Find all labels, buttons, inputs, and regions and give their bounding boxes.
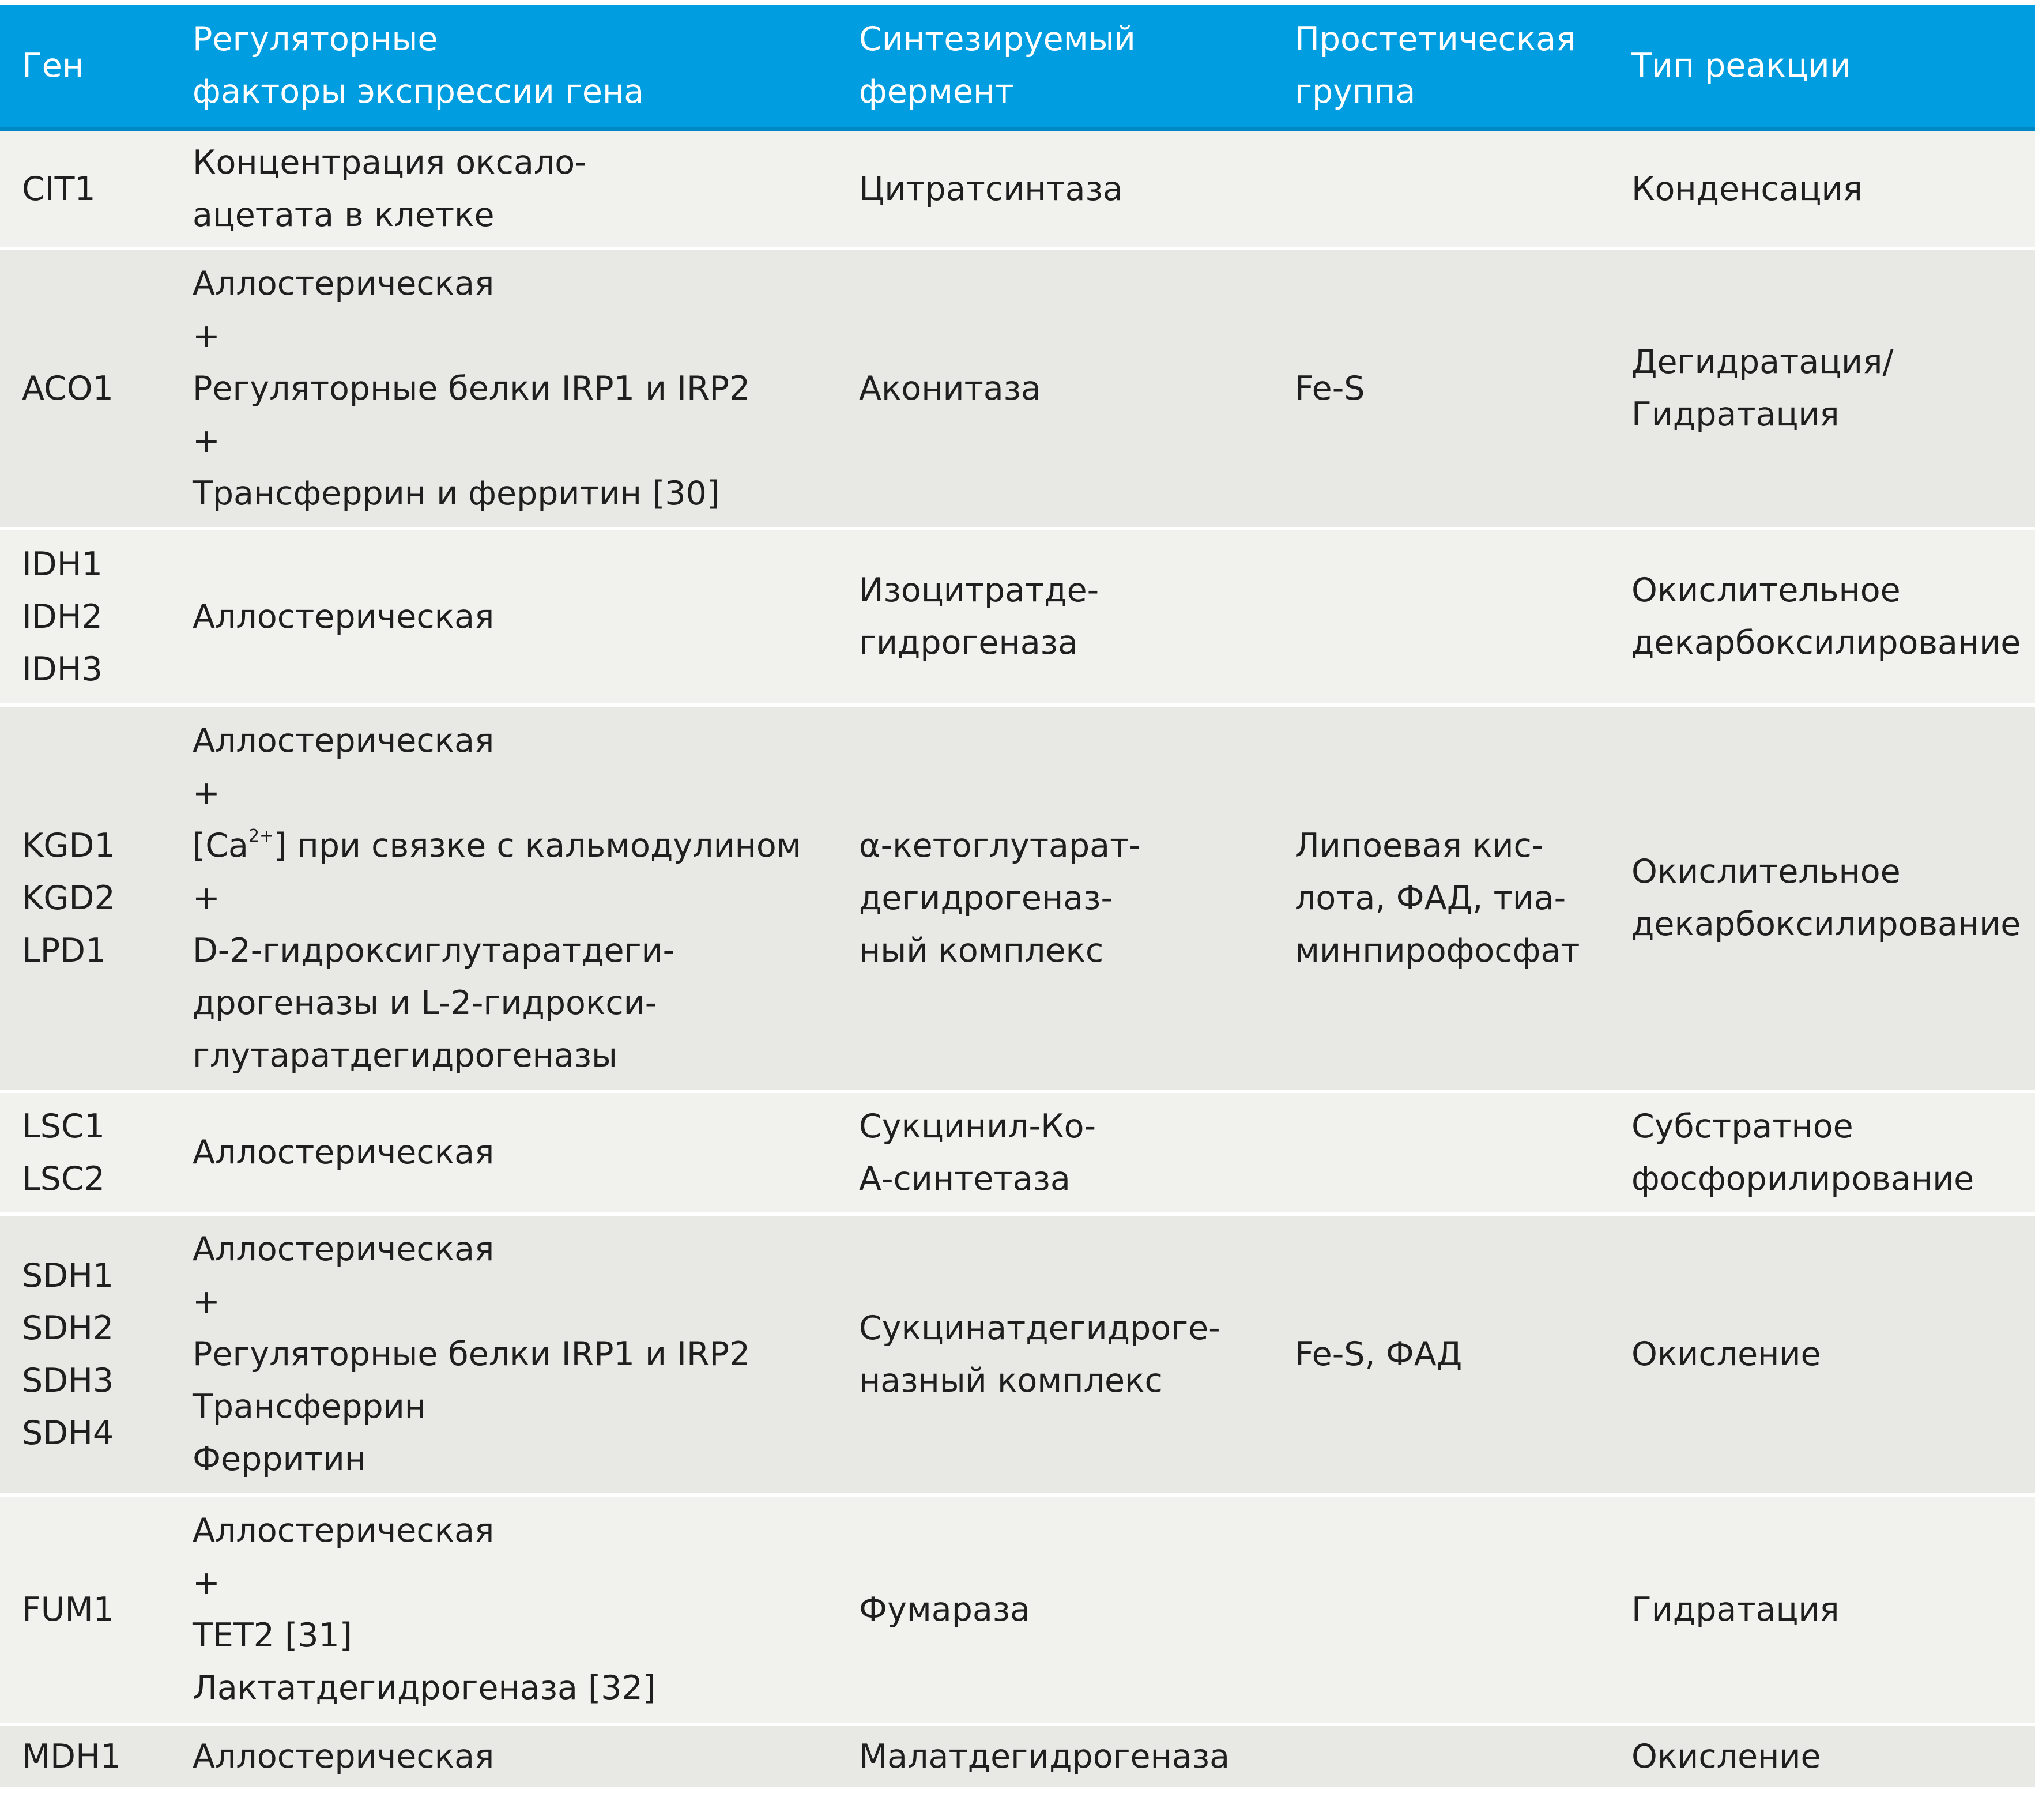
cell-line: Дегидратация/ (1631, 343, 1894, 381)
calcium-line (193, 820, 837, 872)
cell-line: IDH2 (22, 597, 103, 636)
cell-line: Сукцинил-Ко- (859, 1107, 1096, 1145)
cell-line: дегидрогеназ- (859, 879, 1113, 917)
cell-line: LSC1 (22, 1107, 105, 1145)
header-prosthetic-group (1273, 5, 1610, 131)
cell-line: Трансферрин (193, 1388, 427, 1426)
ca-prefix: [Ca (193, 826, 248, 865)
cell-group (1273, 1726, 1610, 1791)
header-text: Ген (22, 46, 84, 85)
header-reaction-type (1610, 5, 2035, 131)
cell-reaction (1610, 1216, 2035, 1497)
cell-factors (171, 1093, 837, 1216)
cell-line: Ферритин (193, 1440, 367, 1478)
cell-line: Аллостерическая (193, 721, 495, 760)
cell-line: SDH2 (22, 1309, 114, 1347)
cell-line: IDH1 (22, 545, 103, 583)
cell-line: SDH4 (22, 1414, 114, 1452)
cell-gene (0, 1726, 171, 1791)
ca-suffix: ] при связке с кальмодулином (274, 826, 801, 865)
cell-factors (171, 1216, 837, 1497)
table-row (0, 1497, 2035, 1726)
cell-factors (171, 250, 837, 530)
cell-line: Fe-S, ФАД (1295, 1335, 1463, 1373)
cell-enzyme (837, 707, 1273, 1093)
cell-gene (0, 1093, 171, 1216)
cell-factors (171, 1497, 837, 1726)
cell-enzyme (837, 131, 1273, 250)
header-text: Тип реакции (1631, 46, 1851, 85)
cell-line: SDH1 (22, 1256, 114, 1295)
header-factors (171, 5, 837, 131)
header-text: факторы экспрессии гена (193, 73, 645, 111)
table-row (0, 707, 2035, 1093)
cell-group (1273, 707, 1610, 1093)
table-body (0, 131, 2035, 1791)
cell-reaction (1610, 1497, 2035, 1726)
cell-group (1273, 250, 1610, 530)
cell-line: ный комплекс (859, 931, 1104, 970)
cell-enzyme (837, 1093, 1273, 1216)
cell-line: MDH1 (22, 1737, 122, 1776)
cell-line: KGD2 (22, 879, 115, 917)
cell-line: TET2 [31] (193, 1616, 353, 1655)
cell-line: + (193, 879, 220, 917)
cell-line: + (193, 1564, 220, 1602)
cell-line: SDH3 (22, 1361, 114, 1400)
cell-group (1273, 1497, 1610, 1726)
cell-gene (0, 707, 171, 1093)
cell-line: декарбоксилирование (1631, 624, 2021, 662)
cell-line: Аконитаза (859, 369, 1041, 408)
cell-enzyme (837, 1216, 1273, 1497)
header-gene (0, 5, 171, 131)
cell-line: Аллостерическая (193, 264, 495, 303)
cell-factors (171, 131, 837, 250)
ca-charge: 2+ (248, 826, 274, 846)
cell-line: CIT1 (22, 169, 96, 208)
cell-gene (0, 1216, 171, 1497)
cell-enzyme (837, 1726, 1273, 1791)
header-text: Синтезируемый (859, 20, 1136, 58)
header-enzyme (837, 5, 1273, 131)
cell-line: Аллостерическая (193, 1737, 495, 1776)
cell-line: Концентрация оксало- (193, 144, 587, 182)
cell-factors (171, 1726, 837, 1791)
table-row (0, 131, 2035, 250)
cell-line: LSC2 (22, 1159, 105, 1198)
cell-line: ацетата в клетке (193, 196, 495, 234)
header-text: группа (1295, 73, 1416, 111)
cell-line: Окисление (1631, 1737, 1821, 1776)
cell-group (1273, 1216, 1610, 1497)
cell-line: Гидратация (1631, 395, 1840, 434)
cell-enzyme (837, 250, 1273, 530)
cell-line: дрогеназы и L-2-гидрокси- (193, 984, 657, 1022)
table-row (0, 530, 2035, 707)
cell-line: Субстратное (1631, 1107, 1853, 1145)
cell-line: Цитратсинтаза (859, 169, 1123, 208)
cell-reaction (1610, 530, 2035, 707)
cell-line: LPD1 (22, 931, 107, 970)
cell-gene (0, 131, 171, 250)
cell-line: минпирофосфат (1295, 931, 1580, 970)
cell-line: + (193, 774, 220, 812)
cell-enzyme (837, 1497, 1273, 1726)
cell-line: + (193, 316, 220, 355)
cell-factors (171, 530, 837, 707)
cell-line: глутаратдегидрогеназы (193, 1036, 618, 1075)
cell-line: Лактатдегидрогеназа [32] (193, 1669, 656, 1707)
cell-line: Аллостерическая (193, 1133, 495, 1171)
cell-reaction (1610, 1726, 2035, 1791)
cell-line: Окисление (1631, 1335, 1821, 1373)
cell-line: Гидратация (1631, 1590, 1840, 1629)
cell-enzyme (837, 530, 1273, 707)
cell-line: лота, ФАД, тиа- (1295, 879, 1566, 917)
cell-line: Окислительное (1631, 853, 1901, 891)
cell-reaction (1610, 131, 2035, 250)
cell-line: декарбоксилирование (1631, 905, 2021, 943)
cell-line: Регуляторные белки IRP1 и IRP2 (193, 369, 751, 408)
table-header (0, 5, 2035, 131)
table-row (0, 250, 2035, 530)
cell-line: + (193, 1283, 220, 1321)
cell-line: Конденсация (1631, 169, 1863, 208)
cell-line: Сукцинатдегидроге- (859, 1309, 1220, 1347)
cell-reaction (1610, 1093, 2035, 1216)
cell-line: KGD1 (22, 826, 115, 865)
cell-line: IDH3 (22, 650, 103, 688)
header-row (0, 5, 2035, 131)
cell-line: фосфорилирование (1631, 1159, 1974, 1198)
table-row (0, 1216, 2035, 1497)
cell-group (1273, 1093, 1610, 1216)
cell-line: Аллостерическая (193, 1230, 495, 1268)
cell-line: Fe-S (1295, 369, 1365, 408)
tca-genes-table (0, 5, 2035, 1791)
header-text: фермент (859, 73, 1014, 111)
cell-line: Регуляторные белки IRP1 и IRP2 (193, 1335, 751, 1373)
cell-line: А-синтетаза (859, 1159, 1071, 1198)
cell-line: D-2-гидроксиглутаратдеги- (193, 931, 675, 970)
cell-line: Липоевая кис- (1295, 826, 1544, 865)
cell-group (1273, 530, 1610, 707)
header-text: Регуляторные (193, 20, 438, 58)
cell-gene (0, 250, 171, 530)
cell-line: Окислительное (1631, 571, 1901, 609)
cell-line: Трансферрин и ферритин [30] (193, 474, 720, 513)
cell-line: назный комплекс (859, 1361, 1163, 1400)
cell-gene (0, 530, 171, 707)
cell-line: ACO1 (22, 369, 114, 408)
cell-reaction (1610, 250, 2035, 530)
cell-line: α-кетоглутарат- (859, 826, 1141, 865)
cell-line: Изоцитратде- (859, 571, 1099, 609)
cell-reaction (1610, 707, 2035, 1093)
table-row (0, 1726, 2035, 1791)
cell-factors (171, 707, 837, 1093)
table-row (0, 1093, 2035, 1216)
cell-group (1273, 131, 1610, 250)
cell-line: Аллостерическая (193, 597, 495, 636)
cell-line: Фумараза (859, 1590, 1031, 1629)
cell-line: Малатдегидрогеназа (859, 1737, 1230, 1776)
cell-line: гидрогеназа (859, 624, 1078, 662)
cell-gene (0, 1497, 171, 1726)
cell-line: + (193, 421, 220, 460)
cell-line: Аллостерическая (193, 1512, 495, 1550)
cell-line: FUM1 (22, 1590, 114, 1629)
header-text: Простетическая (1295, 20, 1576, 58)
